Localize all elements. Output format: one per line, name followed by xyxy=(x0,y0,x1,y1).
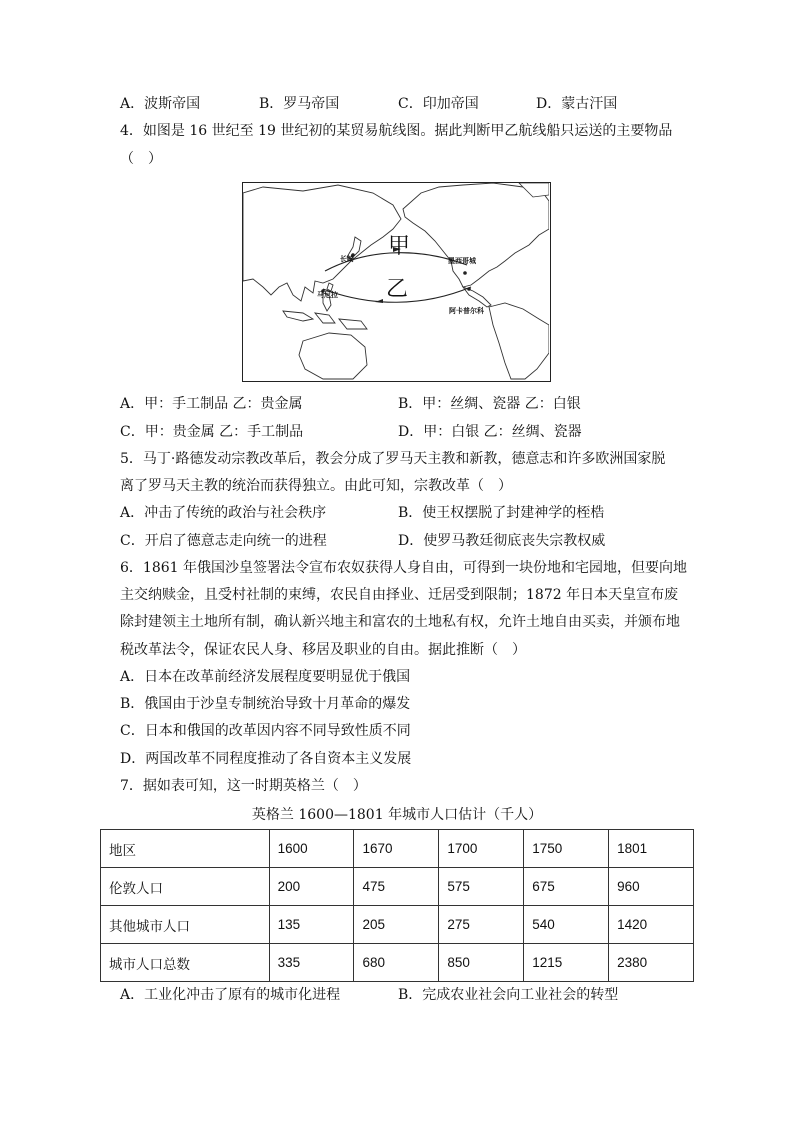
q4-stem: 4．如图是 16 世纪至 19 世纪初的某贸易航线图。据此判断甲乙航线船只运送的主要物品 xyxy=(120,123,673,139)
map-label-manila: 马尼拉 xyxy=(317,291,338,299)
q5-option-c[interactable]: C．开启了德意志走向统一的进程 xyxy=(120,533,327,549)
indonesia-landmass xyxy=(283,311,367,329)
q6-stem-line1: 6．1861 年俄国沙皇签署法令宣布农奴获得人身自由，可得到一块份地和宅园地，但要向地 xyxy=(120,560,687,576)
table-cell: 1215 xyxy=(524,944,609,982)
q6-option-c[interactable]: C．日本和俄国的改革因内容不同导致性质不同 xyxy=(120,723,411,739)
q6-option-d[interactable]: D．两国改革不同程度推动了各自资本主义发展 xyxy=(120,751,412,767)
mexico-dot xyxy=(463,271,467,275)
q4-option-b[interactable]: B．甲：丝绸、瓷器 乙：白银 xyxy=(398,396,581,412)
table-cell: 675 xyxy=(524,868,609,906)
table-row xyxy=(101,868,694,906)
header-cell: 地区 xyxy=(101,830,270,868)
north-america-landmass xyxy=(403,183,549,287)
trade-route-map xyxy=(242,182,551,382)
table-cell: 575 xyxy=(439,868,524,906)
q4-option-d[interactable]: D．甲：白银 乙：丝绸、瓷器 xyxy=(398,424,582,440)
map-label-jia: 甲 xyxy=(388,234,411,259)
table-cell: 200 xyxy=(269,868,354,906)
table-cell: 205 xyxy=(354,906,439,944)
australia-landmass xyxy=(299,333,367,379)
q3-option-b[interactable]: B．罗马帝国 xyxy=(259,96,340,112)
q3-option-a[interactable]: A．波斯帝国 xyxy=(120,96,201,112)
map-label-changqi: 长崎 xyxy=(340,255,354,263)
acapulco-dot xyxy=(467,287,471,291)
table-cell: 1420 xyxy=(609,906,694,944)
map-label-yi: 乙 xyxy=(386,277,409,302)
table-cell: 2380 xyxy=(609,944,694,982)
table-cell: 135 xyxy=(269,906,354,944)
table-cell: 城市人口总数 xyxy=(101,944,270,982)
q5-option-d[interactable]: D．使罗马教廷彻底丧失宗教权威 xyxy=(398,533,606,549)
table-cell: 其他城市人口 xyxy=(101,906,270,944)
q3-option-d[interactable]: D．蒙古汗国 xyxy=(536,96,618,112)
q6-stem-line2: 主交纳赎金，且受村社制的束缚，农民自由择业、迁居受到限制；1872 年日本天皇宣布废 xyxy=(120,587,679,603)
q6-stem-line4: 税改革法令，保证农民人身、移居及职业的自由。据此推断（ ） xyxy=(120,642,526,658)
q7-option-a[interactable]: A．工业化冲击了原有的城市化进程 xyxy=(120,987,341,1003)
q5-option-b[interactable]: B．使王权摆脱了封建神学的桎梏 xyxy=(398,505,605,521)
south-america-landmass xyxy=(489,303,549,379)
header-cell: 1750 xyxy=(524,830,609,868)
q6-option-a[interactable]: A．日本在改革前经济发展程度要明显优于俄国 xyxy=(120,669,411,685)
q5-stem-line2: 离了罗马天主教的统治而获得独立。由此可知，宗教改革（ ） xyxy=(120,478,512,494)
table-cell: 850 xyxy=(439,944,524,982)
table-row xyxy=(101,944,694,982)
q4-blank: （ ） xyxy=(120,151,162,167)
q5-option-a[interactable]: A．冲击了传统的政治与社会秩序 xyxy=(120,505,327,521)
table-cell: 475 xyxy=(354,868,439,906)
asia-landmass xyxy=(243,185,401,301)
map-label-acapulco: 阿卡普尔科 xyxy=(449,307,484,315)
q4-option-c[interactable]: C．甲：贵金属 乙：手工制品 xyxy=(120,424,304,440)
header-cell: 1670 xyxy=(354,830,439,868)
q6-stem-line3: 除封建领主土地所有制，确认新兴地主和富农的土地私有权，允许土地自由买卖，并颁布地 xyxy=(120,614,680,630)
header-cell: 1700 xyxy=(439,830,524,868)
q3-option-c[interactable]: C．印加帝国 xyxy=(398,96,479,112)
table-row xyxy=(101,906,694,944)
table-title: 英格兰 1600—1801 年城市人口估计（千人） xyxy=(251,807,543,823)
header-cell: 1600 xyxy=(269,830,354,868)
q5-stem-line1: 5．马丁·路德发动宗教改革后，教会分成了罗马天主教和新教，德意志和许多欧洲国家脱 xyxy=(120,451,666,467)
table-cell: 335 xyxy=(269,944,354,982)
central-america-landmass xyxy=(463,287,491,307)
q6-option-b[interactable]: B．俄国由于沙皇专制统治导致十月革命的爆发 xyxy=(120,696,411,712)
table-cell: 680 xyxy=(354,944,439,982)
table-cell: 960 xyxy=(609,868,694,906)
table-cell: 275 xyxy=(439,906,524,944)
q7-option-b[interactable]: B．完成农业社会向工业社会的转型 xyxy=(398,987,619,1003)
table-cell: 540 xyxy=(524,906,609,944)
population-table xyxy=(100,829,694,982)
map-label-mexico: 墨西哥城 xyxy=(448,257,476,265)
table-cell: 伦敦人口 xyxy=(101,868,270,906)
header-cell: 1801 xyxy=(609,830,694,868)
table-header-row xyxy=(101,830,694,868)
q4-option-a[interactable]: A．甲：手工制品 乙：贵金属 xyxy=(120,396,303,412)
q7-stem: 7．据如表可知，这一时期英格兰（ ） xyxy=(120,778,367,794)
